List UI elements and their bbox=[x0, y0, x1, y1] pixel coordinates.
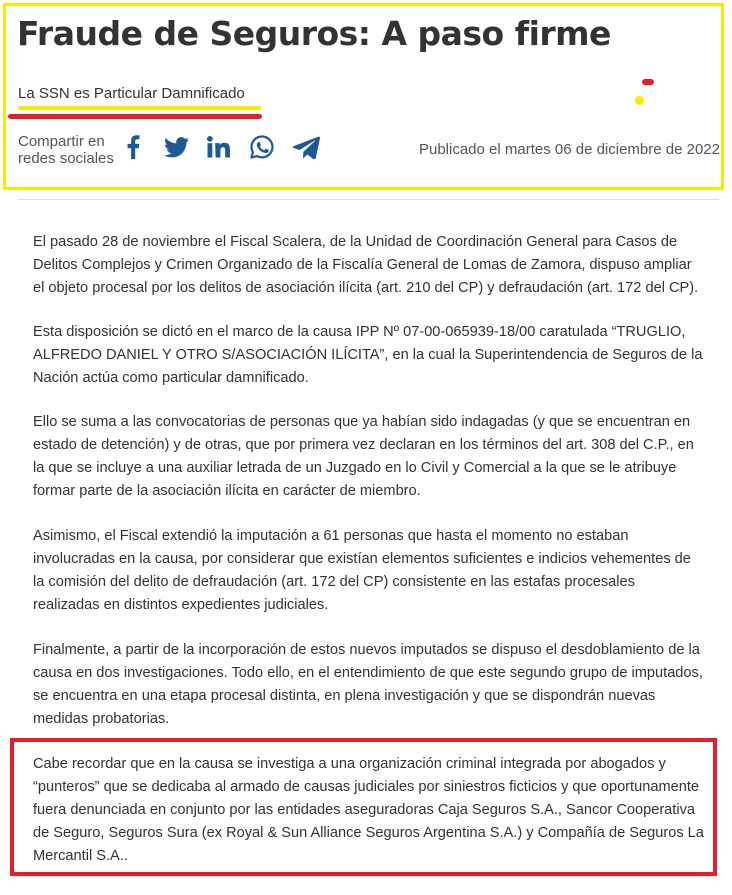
telegram-icon bbox=[293, 136, 320, 159]
header-divider bbox=[18, 199, 719, 200]
twitter-share-button[interactable] bbox=[163, 133, 190, 161]
twitter-icon bbox=[164, 137, 189, 158]
publication-date: Publicado el martes 06 de diciembre de 2022 bbox=[418, 141, 720, 158]
telegram-share-button[interactable] bbox=[292, 133, 320, 161]
article-paragraph: Esta disposición se dictó en el marco de la causa IPP Nº 07-00-065939-18/00 caratulada “TRUGLIO, ALFREDO DANIEL Y OTRO S/ASOCIACIÓN ILÍCITA”, en la cual la Superintendencia de Seguros de la Nación actúa como particular damnificado. bbox=[33, 324, 703, 386]
article-subtitle: La SSN es Particular Damnificado bbox=[18, 85, 245, 102]
linkedin-share-button[interactable] bbox=[206, 133, 231, 161]
facebook-share-button[interactable] bbox=[122, 133, 144, 161]
subtitle-yellow-underline bbox=[18, 106, 261, 110]
facebook-icon bbox=[126, 135, 140, 159]
whatsapp-icon bbox=[250, 135, 274, 159]
linkedin-icon bbox=[207, 136, 230, 158]
article-paragraph: Finalmente, a partir de la incorporación de estos nuevos imputados se dispuso el desdoblamiento de la causa en dos investigaciones. Todo ello, en el entendimiento de que este segundo grupo de imputados, se encuentra en una etapa procesal distinta, en plena investigación y que se dispondrán nuevas medidas probatorias. bbox=[33, 642, 703, 727]
article-paragraph: Ello se suma a las convocatorias de personas que ya habían sido indagadas (y que se encuentran en estado de detención) y de otras, que por primera vez declaran en los términos del art. 308 del C.P., en la que se incluye a una auxiliar letrada de un Juzgado en lo Civil y Comercial a la que se le atribuye formar parte de la asociación ilícita en carácter de miembro. bbox=[33, 414, 694, 499]
yellow-annotation-mark bbox=[635, 96, 644, 105]
highlighted-paragraph: Cabe recordar que en la causa se investiga a una organización criminal integrada por abogados y “punteros” que se dedicaba al armado de causas judiciales por siniestros ficticios y que oportunamente fuera denunciada en conjunto por las entidades aseguradoras Caja Seguros S.A., Sancor Cooperativa de Seguro, Seguros Sura (ex Royal & Sun Alliance Seguros Argentina S.A.) y Compañía de Seguros La Mercantil S.A.. bbox=[33, 756, 704, 864]
article-title: Fraude de Seguros: A paso firme bbox=[17, 14, 611, 53]
whatsapp-share-button[interactable] bbox=[249, 133, 275, 161]
red-annotation-mark bbox=[642, 79, 654, 85]
article-paragraph: Asimismo, el Fiscal extendió la imputación a 61 personas que hasta el momento no estaban involucradas en la causa, por considerar que existían elementos suficientes e indicios vehementes de la comisión del delito de defraudación (art. 172 del CP) consistente en las estafas procesales realizadas en distintos expedientes judiciales. bbox=[33, 528, 691, 613]
share-label: Compartir en redes sociales bbox=[18, 133, 114, 167]
article-paragraph: El pasado 28 de noviembre el Fiscal Scalera, de la Unidad de Coordinación General para Casos de Delitos Complejos y Crimen Organizado de la Fiscalía General de Lomas de Zamora, dispuso ampliar el objeto procesal por los delitos de asociación ilícita (art. 210 del CP) y defraudación (art. 172 del CP). bbox=[33, 234, 699, 296]
subtitle-red-underline bbox=[8, 114, 262, 119]
